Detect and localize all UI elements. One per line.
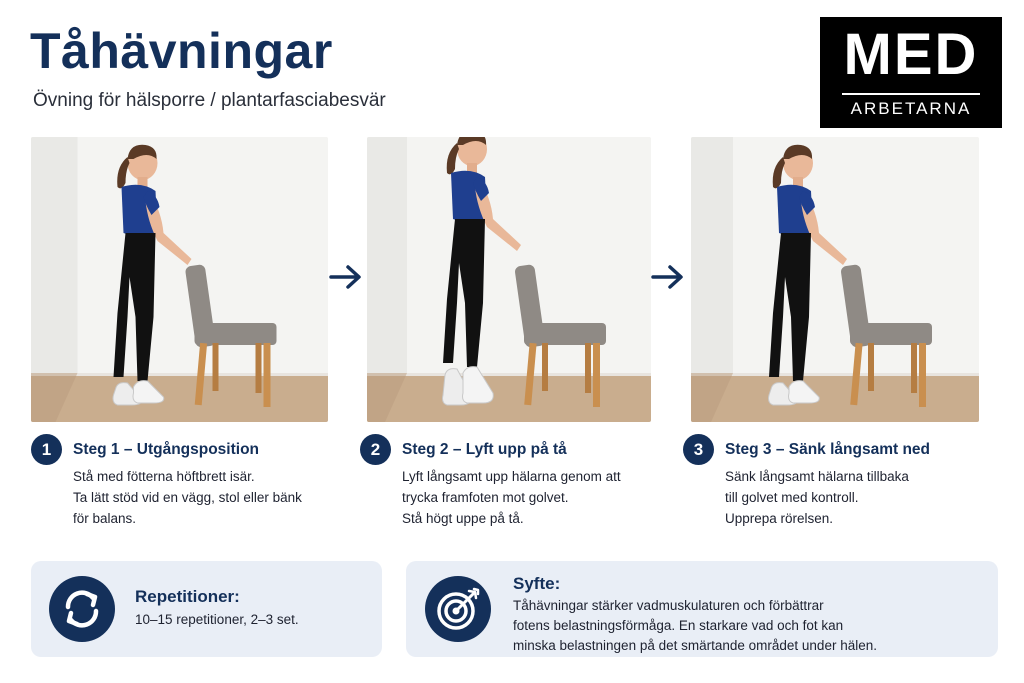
step-2-photo (367, 137, 651, 422)
logo-divider (842, 93, 980, 95)
step-1-line: Ta lätt stöd vid en vägg, stol eller bänk (73, 490, 302, 505)
step-2-title: Steg 2 – Lyft upp på tå (402, 441, 567, 458)
step-3-description (725, 466, 909, 529)
step-3-line: till golvet med kontroll. (725, 490, 859, 505)
step-3-number: 3 (683, 434, 714, 465)
repetitions-panel (31, 561, 382, 657)
step-2-line: Lyft långsamt upp hälarna genom att (402, 469, 621, 484)
step-1-description (73, 466, 302, 529)
step-2-number: 2 (360, 434, 391, 465)
purpose-text (513, 596, 877, 656)
purpose-line: minska belastningen på det smärtande området under hälen. (513, 638, 877, 653)
arrow-right-icon (650, 262, 686, 292)
repetitions-title: Repetitioner: (135, 587, 240, 606)
target-icon (425, 576, 491, 642)
purpose-line: Tåhävningar stärker vadmuskulaturen och förbättrar (513, 598, 824, 613)
step-3-line: Upprepa rörelsen. (725, 511, 834, 526)
step-3-title: Steg 3 – Sänk långsamt ned (725, 441, 931, 458)
step-1-title: Steg 1 – Utgångsposition (73, 441, 260, 458)
step-1-line: för balans. (73, 511, 137, 526)
step-1-number: 1 (31, 434, 62, 465)
step-3-photo (691, 137, 979, 422)
page-title: Tåhävningar (30, 23, 333, 79)
logo-sub-text: ARBETARNA (850, 99, 972, 118)
step-1-line: Stå med fötterna höftbrett isär. (73, 469, 255, 484)
step-2-line: trycka framfoten mot golvet. (402, 490, 569, 505)
page-subtitle: Övning för hälsporre / plantarfasciabesvär (33, 90, 386, 111)
purpose-title: Syfte: (513, 574, 561, 593)
step-2-line: Stå högt uppe på tå. (402, 511, 524, 526)
purpose-panel (406, 561, 998, 657)
brand-logo (820, 17, 1002, 128)
step-3-line: Sänk långsamt hälarna tillbaka (725, 469, 909, 484)
step-2-description (402, 466, 621, 529)
purpose-line: fotens belastningsförmåga. En starkare vad och fot kan (513, 618, 844, 633)
repetitions-text: 10–15 repetitioner, 2–3 set. (135, 612, 299, 627)
step-1-photo (31, 137, 328, 422)
repeat-icon (49, 576, 115, 642)
logo-main-text: MED (843, 22, 979, 87)
arrow-right-icon (328, 262, 364, 292)
